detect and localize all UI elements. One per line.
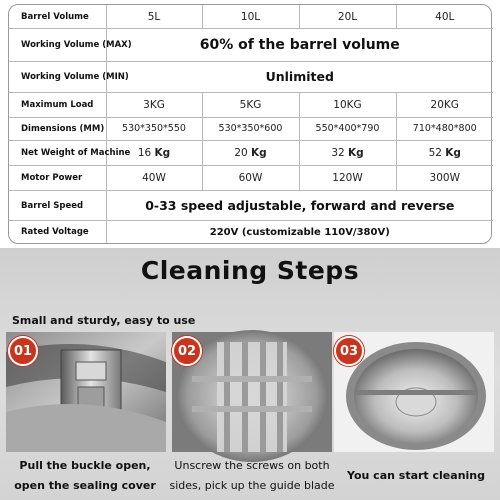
- row-label: Barrel Volume: [9, 5, 106, 29]
- weight-unit: Kg: [445, 146, 461, 159]
- cell-span-value: Unlimited: [106, 62, 493, 93]
- row-label: Working Volume (MIN): [9, 62, 106, 93]
- cell-value: 10KG: [299, 92, 396, 117]
- weight-number: 52: [428, 146, 442, 159]
- cell-value: 5KG: [202, 92, 299, 117]
- row-label: Motor Power: [9, 165, 106, 190]
- row-barrel-volume: [9, 5, 493, 29]
- cell-value: 300W: [396, 165, 493, 190]
- section-title: Cleaning Steps: [140, 256, 360, 285]
- cell-value: 550*400*790: [299, 117, 396, 140]
- cleaning-steps-section: [0, 248, 500, 500]
- cell-value: 10L: [202, 5, 299, 29]
- row-working-volume-max: [9, 29, 493, 62]
- cell-value: 40L: [396, 5, 493, 29]
- step-2-caption: [166, 456, 338, 496]
- row-working-volume-min: [9, 62, 493, 93]
- step-1-caption-line-2: open the sealing cover: [14, 479, 156, 492]
- step-1-number-badge: 01: [8, 336, 38, 366]
- cell-value: 60W: [202, 165, 299, 190]
- weight-number: 32: [331, 146, 345, 159]
- row-label: Dimensions (MM): [9, 117, 106, 140]
- spec-table: [9, 5, 493, 243]
- row-label: Barrel Speed: [9, 190, 106, 221]
- weight-unit: Kg: [154, 146, 171, 159]
- step-3-number-badge: 03: [334, 336, 364, 366]
- row-label: Rated Voltage: [9, 221, 106, 243]
- step-3-caption: [336, 466, 496, 486]
- row-dimensions: [9, 117, 493, 140]
- step-3-caption-line-1: You can start cleaning: [347, 469, 485, 482]
- step-1-caption-line-1: Pull the buckle open,: [19, 459, 151, 472]
- spec-table-card: [8, 4, 492, 244]
- row-barrel-speed: [9, 190, 493, 221]
- cell-span-value: 220V (customizable 110V/380V): [106, 221, 493, 243]
- cell-weight: [396, 140, 493, 165]
- cell-weight: [299, 140, 396, 165]
- cell-value: 530*350*550: [106, 117, 202, 140]
- cell-value: 710*480*800: [396, 117, 493, 140]
- row-maximum-load: [9, 92, 493, 117]
- step-2-caption-line-1: Unscrew the screws on both: [174, 459, 330, 472]
- step-2-number-badge: 02: [172, 336, 202, 366]
- step-1-caption: [0, 456, 170, 496]
- row-motor-power: [9, 165, 493, 190]
- weight-unit: Kg: [251, 146, 267, 159]
- cell-value: 120W: [299, 165, 396, 190]
- cell-value: 20KG: [396, 92, 493, 117]
- cell-value: 530*350*600: [202, 117, 299, 140]
- cell-span-value: 60% of the barrel volume: [106, 29, 493, 62]
- row-rated-voltage: [9, 221, 493, 243]
- weight-number: 20: [234, 146, 248, 159]
- weight-number: 16: [137, 146, 152, 159]
- row-label: Working Volume (MAX): [9, 29, 106, 62]
- row-net-weight: [9, 140, 493, 165]
- step-2-caption-line-2: sides, pick up the guide blade: [169, 479, 335, 492]
- cell-value: 40W: [106, 165, 202, 190]
- cell-value: 3KG: [106, 92, 202, 117]
- weight-unit: Kg: [348, 146, 364, 159]
- cell-span-value: 0-33 speed adjustable, forward and reverse: [106, 190, 493, 221]
- row-label: Maximum Load: [9, 92, 106, 117]
- cell-value: 20L: [299, 5, 396, 29]
- cell-weight: [202, 140, 299, 165]
- cell-value: 5L: [106, 5, 202, 29]
- row-label: Net Weight of Machine: [9, 140, 106, 165]
- section-subtitle: Small and sturdy, easy to use: [12, 314, 196, 327]
